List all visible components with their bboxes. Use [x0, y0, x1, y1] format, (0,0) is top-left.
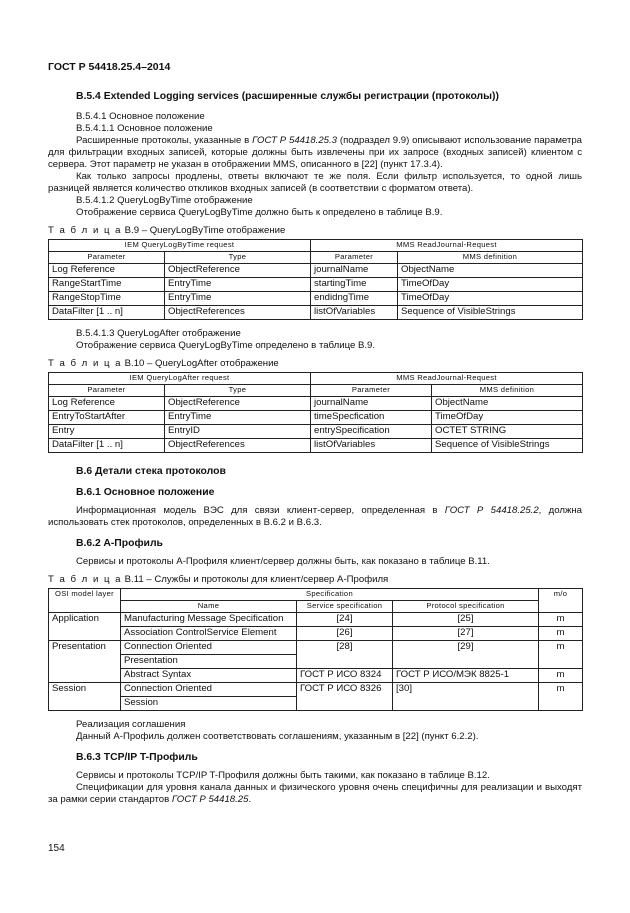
table-row: Application Manufacturing Message Specification [24] [25] m: [49, 612, 583, 626]
table-group-header: MMS ReadJournal-Request: [311, 239, 583, 251]
column-header: Specification: [121, 588, 539, 600]
table-row: EntryToStartAfter EntryTime timeSpecfication TimeOfDay: [49, 410, 583, 424]
paragraph: Как только запросы продлены, ответы включают те же поля. Если фильтр используется, то одной лишь разницей является количество откликов входных записей (в соответствии с форматом ответа).: [48, 170, 582, 194]
paragraph: Отображение сервиса QueryLogByTime должно быть к определено в таблице B.9.: [76, 206, 443, 218]
table-b11-caption: Т а б л и ц а B.11 – Службы и протоколы для клиент/сервер A-Профиля: [48, 573, 389, 585]
paragraph: Расширенные протоколы, указанные в ГОСТ Р 54418.25.3 (подраздел 9.9) описывают использование параметра для фильтрации входных записей, которые должны быть извлечены при их запросе (входных записей) клиентом с сервера. Этот параметр не указан в отображении MMS, описанного в [22] (пункт 17.3.4).: [48, 134, 583, 170]
paragraph: B.5.4.1.3 QueryLogAfter отображение: [76, 327, 241, 339]
document-header: ГОСТ Р 54418.25.4–2014: [48, 61, 171, 73]
column-header: Service specification: [297, 600, 393, 612]
paragraph: B.5.4.1.1 Основное положение: [76, 122, 213, 134]
table-row: Log Reference ObjectReference journalName ObjectName: [49, 263, 583, 277]
table-row: Log Reference ObjectReference journalName ObjectName: [49, 396, 583, 410]
table-group-header: MMS ReadJournal-Request: [311, 372, 583, 384]
paragraph: Реализация соглашения: [76, 718, 186, 730]
standard-reference: ГОСТ Р 54418.25.2: [444, 504, 539, 516]
standard-reference: ГОСТ Р 54418.25: [171, 793, 249, 805]
paragraph: Информационная модель ВЭС для связи клиент-сервер, определенная в ГОСТ Р 54418.25.2, должна использовать стек протоколов, определенных в B.6.2 и B.6.3.: [48, 504, 583, 528]
standard-reference: ГОСТ Р 54418.25.3: [252, 134, 338, 146]
table-row: RangeStopTime EntryTime endidngTime TimeOfDay: [49, 291, 583, 305]
paragraph: Сервисы и протоколы A-Профиля клиент/сервер должны быть, как показано в таблице B.11.: [76, 555, 490, 567]
table-b10: [48, 372, 583, 453]
table-row: Session: [49, 696, 583, 710]
column-header: MMS definition: [432, 384, 583, 396]
table-b11: [48, 588, 583, 711]
section-b54-title: B.5.4 Extended Logging services (расширенные службы регистрации (протоколы)): [76, 91, 499, 102]
table-group-header: IEM QueryLogByTime request: [49, 239, 311, 251]
table-row: DataFilter [1 .. n] ObjectReferences listOfVariables Sequence of VisibleStrings: [49, 305, 583, 319]
table-row: Association ControlService Element [26] [27] m: [49, 626, 583, 640]
table-b10-caption: Т а б л и ц а B.10 – QueryLogAfter отображение: [48, 357, 279, 369]
paragraph: Спецификации для уровня канала данных и физического уровня очень специфичны для реализации и выходят за рамки серии стандартов ГОСТ Р 54418.25.: [48, 781, 582, 805]
section-b62-title: B.6.2 A-Профиль: [76, 537, 163, 549]
table-row: RangeStartTime EntryTime startingTime TimeOfDay: [49, 277, 583, 291]
table-row: Presentation Connection Oriented [28] [29] m: [49, 640, 583, 654]
table-b9: [48, 239, 583, 320]
column-header: Parameter: [49, 384, 165, 396]
section-b61-title: B.6.1 Основное положение: [76, 486, 215, 498]
column-header: Parameter: [49, 251, 165, 263]
page-content: [48, 90, 582, 806]
paragraph: Отображение сервиса QueryLogByTime определено в таблице B.9.: [76, 339, 376, 351]
column-header: MMS definition: [398, 251, 583, 263]
paragraph: B.5.4.1.2 QueryLogByTime отображение: [76, 194, 253, 206]
table-row: Entry EntryID entrySpecification OCTET STRING: [49, 424, 583, 438]
section-b63-title: B.6.3 TCP/IP T-Профиль: [76, 751, 198, 763]
table-row: Presentation: [49, 654, 583, 668]
column-header: Name: [121, 600, 297, 612]
table-row: Abstract Syntax ГОСТ Р ИСО 8324 ГОСТ Р ИСО/МЭК 8825-1 m: [49, 668, 583, 682]
column-header: Parameter: [311, 251, 398, 263]
page-number: 154: [48, 843, 65, 854]
column-header: Parameter: [311, 384, 432, 396]
section-b6-title: B.6 Детали стека протоколов: [76, 465, 226, 477]
column-header: Type: [165, 384, 311, 396]
table-b9-caption: Т а б л и ц а B.9 – QueryLogByTime отображение: [48, 224, 286, 236]
column-header: m/o: [539, 588, 583, 612]
table-row: Session Connection Oriented ГОСТ Р ИСО 8326 [30] m: [49, 682, 583, 696]
paragraph: Сервисы и протоколы TCP/IP T-Профиля должны быть такими, как показано в таблице B.12.: [76, 769, 490, 781]
paragraph: B.5.4.1 Основное положение: [76, 111, 205, 122]
table-group-header: IEM QueryLogAfter request: [49, 372, 311, 384]
paragraph: Данный A-Профиль должен соответствовать соглашениям, указанным в [22] (пункт 6.2.2).: [76, 730, 479, 742]
column-header: Type: [165, 251, 311, 263]
table-row: DataFilter [1 .. n] ObjectReferences listOfVariables Sequence of VisibleStrings: [49, 438, 583, 452]
column-header: Protocol specification: [393, 600, 539, 612]
column-header: OSI model layer: [49, 588, 121, 612]
